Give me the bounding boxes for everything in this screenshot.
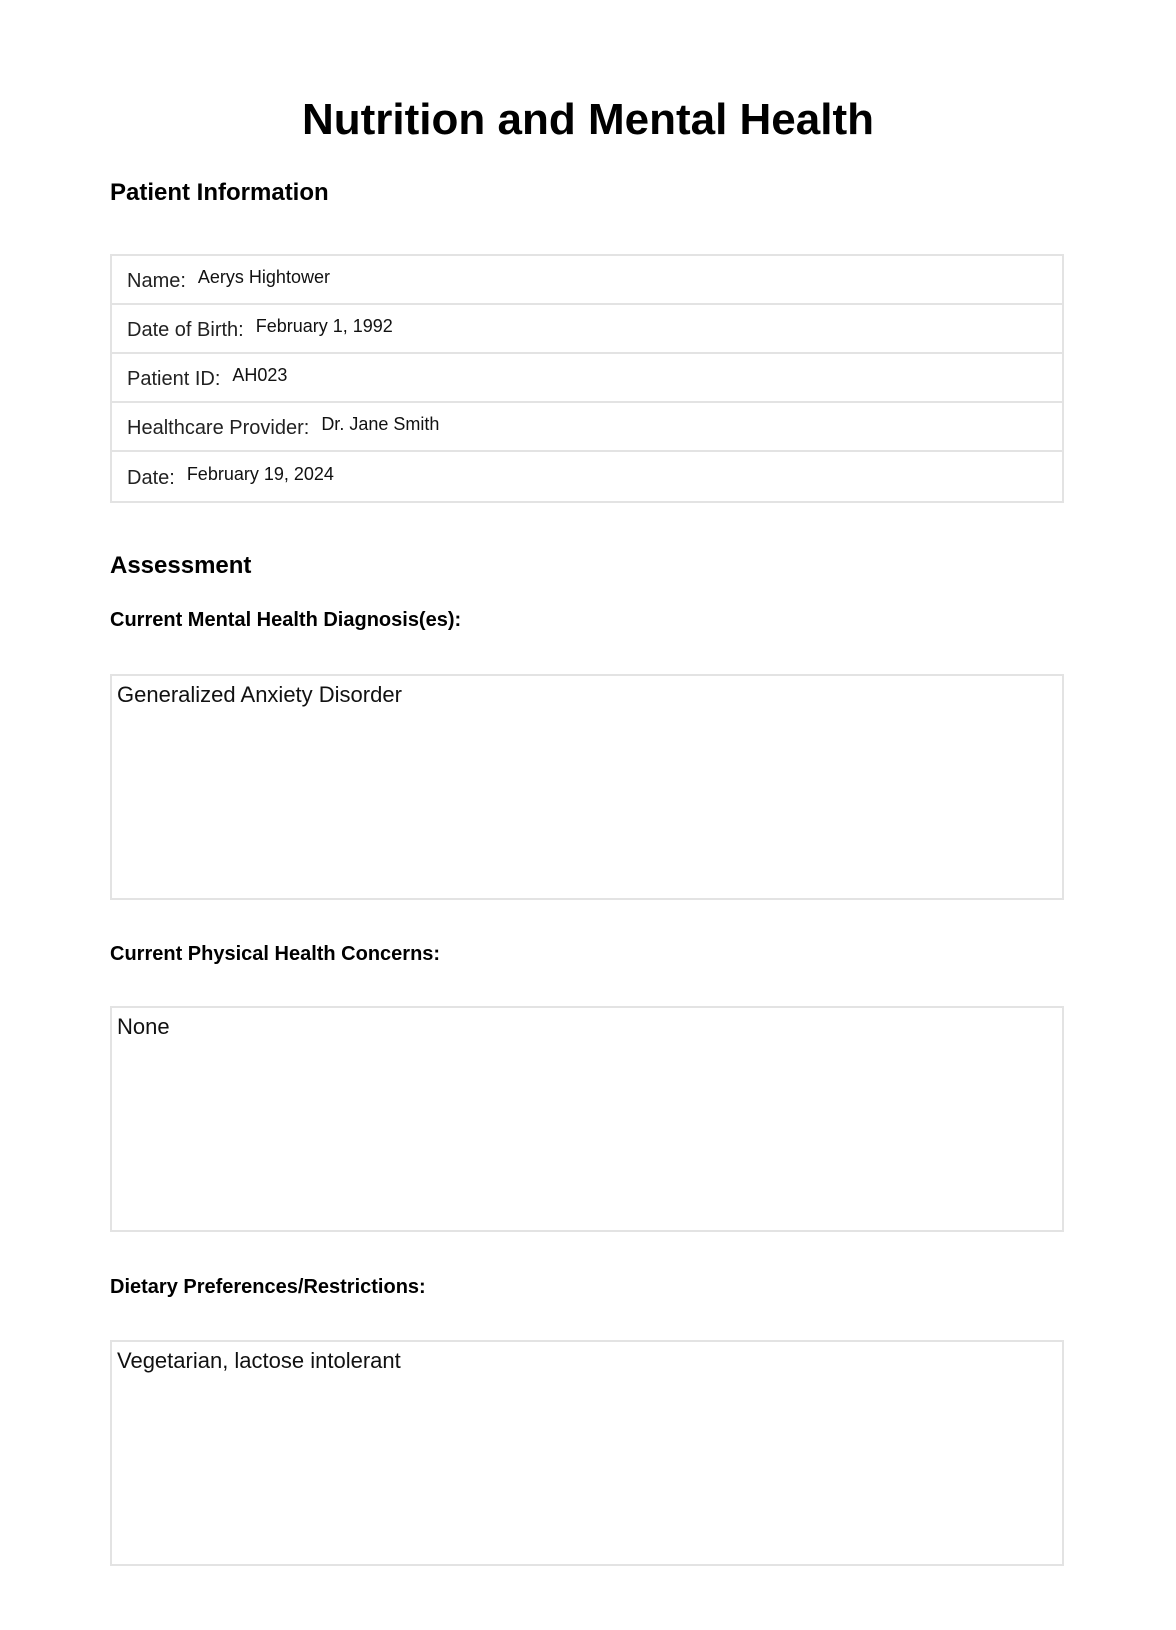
date-label: Date:	[127, 467, 175, 489]
patient-name-value[interactable]: Aerys Hightower	[197, 267, 330, 287]
date-of-birth-label: Date of Birth:	[127, 319, 244, 341]
date-value[interactable]: February 19, 2024	[186, 464, 334, 484]
date-of-birth-value[interactable]: February 1, 1992	[255, 316, 393, 336]
document-title: Nutrition and Mental Health	[302, 95, 874, 144]
dietary-preferences-label: Dietary Preferences/Restrictions:	[110, 1276, 426, 1298]
mental-health-diagnosis-field[interactable]: Generalized Anxiety Disorder	[110, 674, 1064, 900]
assessment-heading: Assessment	[110, 552, 252, 579]
date-of-birth-row	[112, 305, 1062, 354]
mental-health-diagnosis-label: Current Mental Health Diagnosis(es):	[110, 609, 462, 631]
patient-info-table	[110, 254, 1064, 503]
patient-id-row	[112, 354, 1062, 403]
patient-information-heading: Patient Information	[110, 179, 329, 206]
physical-health-concerns-label: Current Physical Health Concerns:	[110, 943, 441, 965]
patient-id-value[interactable]: AH023	[232, 365, 288, 385]
dietary-preferences-field[interactable]: Vegetarian, lactose intolerant	[110, 1340, 1064, 1566]
healthcare-provider-value[interactable]: Dr. Jane Smith	[321, 414, 440, 434]
healthcare-provider-label: Healthcare Provider:	[127, 417, 310, 439]
healthcare-provider-row	[112, 403, 1062, 452]
patient-name-row	[112, 256, 1062, 305]
date-row	[112, 452, 1062, 501]
patient-name-label: Name:	[127, 270, 186, 292]
patient-id-label: Patient ID:	[127, 368, 221, 390]
physical-health-concerns-field[interactable]: None	[110, 1006, 1064, 1232]
